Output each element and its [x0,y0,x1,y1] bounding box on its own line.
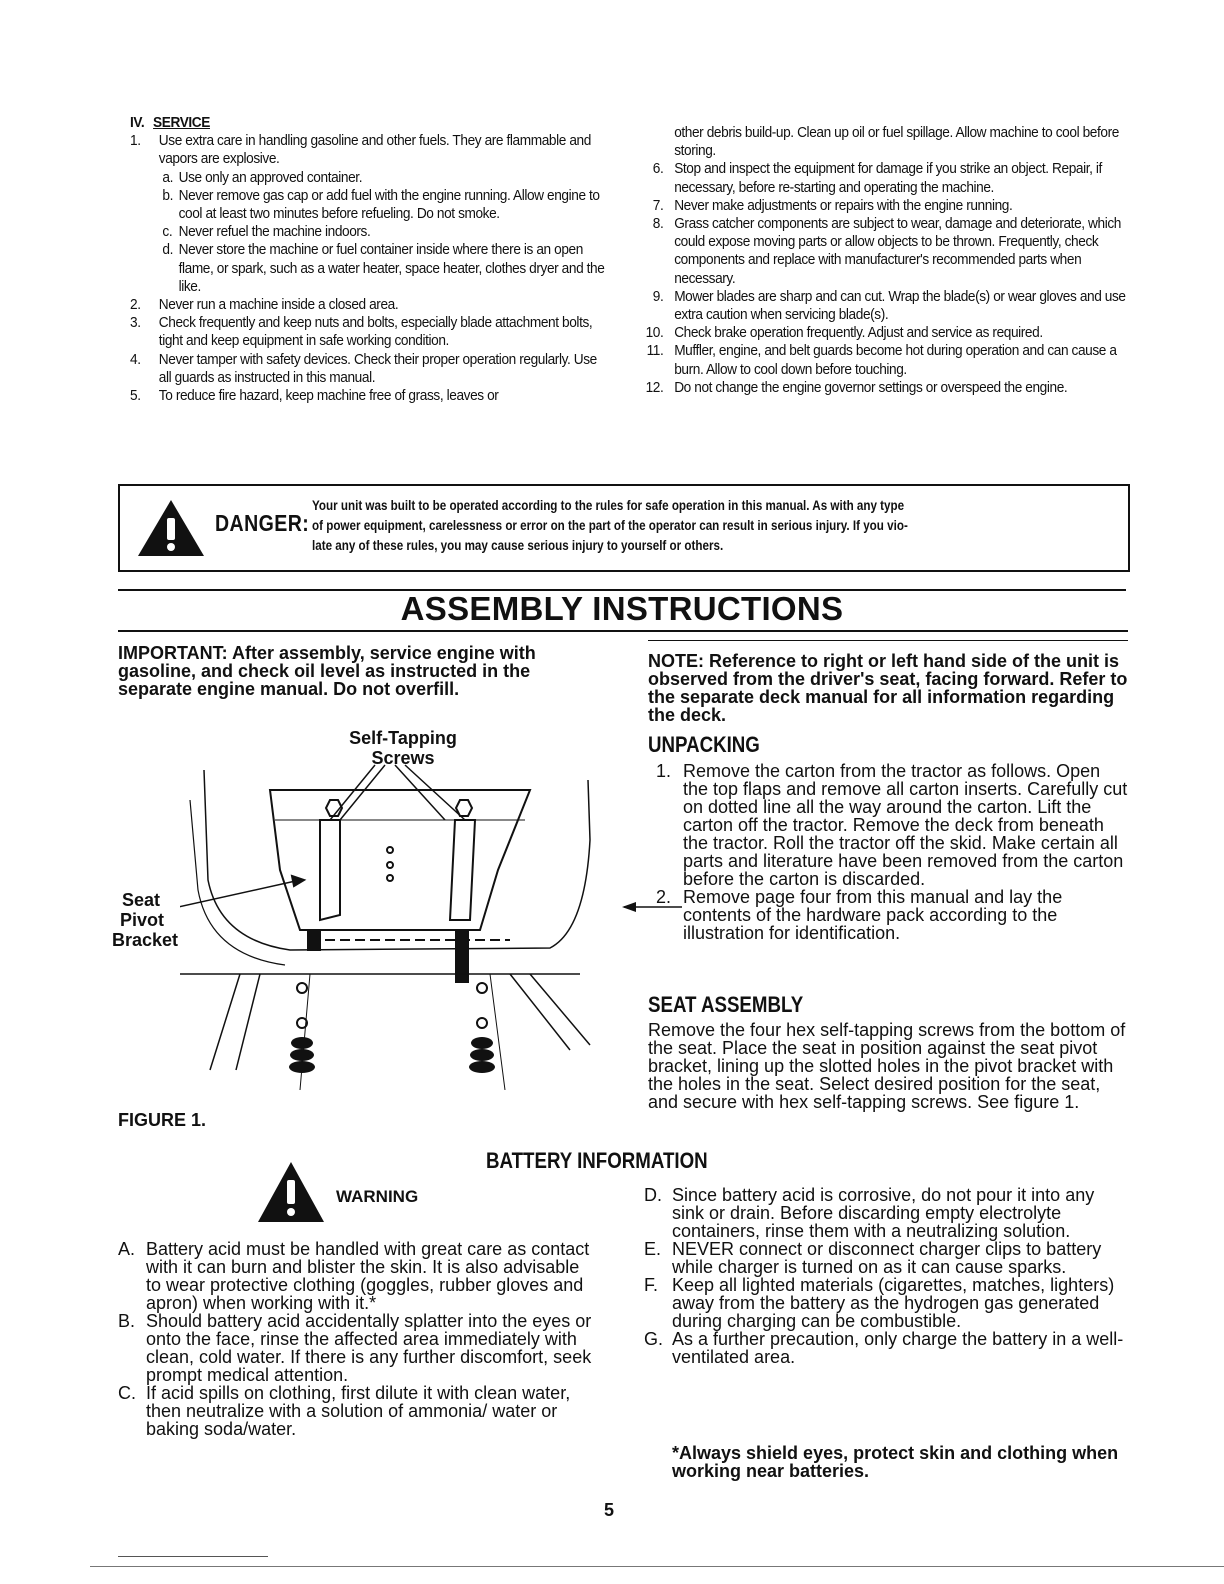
danger-line-3: late any of these rules, you may cause serious injury to yourself or others. [312,538,724,554]
battery-final-note: *Always shield eyes, protect skin and clothing when working near batteries. [672,1443,1119,1481]
service-left-item-text: Use only an approved container. [178,168,363,186]
battery-right-item-text: As a further precaution, only charge the battery in a well-ventilated area. [672,1329,1124,1367]
service-left-item [130,296,605,314]
figure-label-seat-pivot-bracket [112,890,182,950]
service-right-item [640,379,1131,397]
service-left-item [130,187,605,223]
service-left-item-text: Never tamper with safety devices. Check their proper operation regularly. Use all guards as instructed in this manual. [158,350,597,386]
battery-left-item-number: B. [118,1311,136,1331]
service-right-item [640,342,1131,378]
battery-left-list [118,1240,598,1438]
service-right-item [640,197,1131,215]
figure-label-screws-line-1: Self-Tapping [349,728,457,748]
seat-assembly-heading: SEAT ASSEMBLY [648,992,804,1017]
service-right-item-text: Stop and inspect the equipment for damage if you strike an object. Repair, if necessary, before re-starting and operating the machine. [674,160,1102,196]
danger-message [312,496,908,556]
battery-left-item-number: A. [118,1239,136,1259]
unpacking-item-text: Remove the carton from the tractor as follows. Open the top flaps and remove all carton inserts. Carefully cut on dotted line all the way around the carton. Lift the carton off the tractor. Remove the deck from beneath the tractor. Roll the tractor off the skid. Make certain all parts and literature have been removed from the carton before the carton is discarded. [683,761,1128,889]
important-note: IMPORTANT: After assembly, service engine with gasoline, and check oil level as instructed in the separate engine manual. Do not overfill. [118,643,536,699]
battery-warning-label: WARNING [336,1187,419,1206]
unpacking-item [648,762,1130,888]
unpacking-list [648,762,1130,942]
service-left-item-text: Never store the machine or fuel container inside where there is an open flame, or spark, such as a water heater, space heater, clothes dryer and the like. [178,241,605,295]
service-right-item-text: Mower blades are sharp and can cut. Wrap the blade(s) or wear gloves and use extra caution when servicing blade(s). [674,287,1126,324]
service-right-item-number: 7. [652,196,664,214]
footer-rule-short [118,1556,268,1557]
battery-right-item [644,1276,1130,1330]
battery-right-item-text: Since battery acid is corrosive, do not pour it into any sink or drain. Before discarding empty electrolyte containers, rinse them with a neutralizing solution. [672,1185,1095,1241]
footer-rule-long [90,1566,1224,1567]
battery-right-item [644,1186,1130,1240]
unpacking-item-number: 1. [656,761,672,781]
service-left-item [130,387,605,405]
service-right-column [640,124,1131,397]
seat-assembly-text: Remove the four hex self-tapping screws from the bottom of the seat. Place the seat in position against the seat pivot bracket, lining up the slotted holes in the pivot bracket with the holes in the seat. Select desired position for the seat, and secure with hex self-tapping screws. See figure 1. [648,1020,1126,1112]
battery-right-item-text: NEVER connect or disconnect charger clips to battery while charger is turned on as it can cause sparks. [672,1239,1102,1277]
unpacking-item-number: 2. [656,887,672,907]
service-left-item [130,351,605,387]
figure-label-screws-line-2: Screws [371,748,435,768]
danger-line-2: of power equipment, carelessness or error on the part of the operator can result in serious injury. If you vio- [312,518,908,534]
service-right-continuation: other debris build-up. Clean up oil or fuel spillage. Allow machine to cool before storing. [674,124,1119,160]
battery-warning-icon [256,1160,326,1229]
service-heading-title: SERVICE [153,114,210,131]
assembly-title: ASSEMBLY INSTRUCTIONS [400,590,844,627]
page-number: 5 [604,1500,615,1520]
service-right-item-number: 11. [646,342,664,360]
service-left-item-number: 1. [130,132,141,150]
danger-warning-icon [136,498,206,563]
service-left-item-text: Never run a machine inside a closed area. [158,296,399,314]
service-right-item-text: Muffler, engine, and belt guards become hot during operation and can cause a burn. Allow to cool down before touching. [674,342,1117,378]
service-left-item-text: To reduce fire hazard, keep machine free of grass, leaves or [158,387,499,405]
note-rule [648,640,1128,641]
unpacking-heading: UNPACKING [648,732,760,757]
service-left-item-number: b. [162,186,174,204]
service-right-item-text: Do not change the engine governor settings or overspeed the engine. [674,378,1068,396]
battery-left-item [118,1240,598,1312]
battery-right-list [644,1186,1130,1366]
battery-left-item-number: C. [118,1383,136,1403]
battery-right-item-text: Keep all lighted materials (cigarettes, matches, lighters) away from the battery as the hydrogen gas generated during charging can be combustible. [672,1275,1115,1331]
service-right-item-number: 6. [652,160,664,178]
battery-left-item [118,1312,598,1384]
figure-1-illustration [180,760,600,1095]
service-left-item-number: c. [162,223,173,241]
danger-label: DANGER: [215,510,310,536]
service-left-item [130,314,605,350]
service-left-item-number: 2. [130,296,141,314]
service-right-item-text: Check brake operation frequently. Adjust and service as required. [674,324,1043,342]
danger-line-1: Your unit was built to be operated according to the rules for safe operation in this manual. As with any type [312,498,905,514]
battery-left-item [118,1384,598,1438]
service-left-column [130,114,605,405]
service-heading-number: IV. [130,114,145,131]
service-left-item-number: a. [162,168,174,186]
battery-left-item-text: If acid spills on clothing, first dilute it with clean water, then neutralize with a solution of ammonia/ water or baking soda/water. [146,1383,571,1439]
service-right-item-number: 9. [652,287,664,305]
service-left-item-text: Use extra care in handling gasoline and other fuels. They are flammable and vapors are explosive. [158,132,591,168]
service-left-item-number: 3. [130,314,141,332]
service-right-list [640,160,1131,397]
battery-right-item-number: F. [644,1275,659,1295]
battery-right-item-number: D. [644,1185,662,1205]
battery-right-item-number: G. [644,1329,664,1349]
service-right-item-number: 8. [652,215,664,233]
service-left-item [130,241,605,296]
unpacking-item [648,888,1130,942]
service-left-item-number: 5. [130,387,141,405]
battery-left-item-text: Battery acid must be handled with great care as contact with it can burn and blister the skin. It is also advisable to wear protective clothing (goggles, rubber gloves and apron) when working with it.* [146,1239,590,1313]
service-left-item-number: d. [162,241,174,259]
battery-right-item-number: E. [644,1239,662,1259]
battery-right-item [644,1330,1130,1366]
service-right-item [640,324,1131,342]
service-right-item [640,288,1131,324]
service-left-item-text: Check frequently and keep nuts and bolts, especially blade attachment bolts, tight and keep equipment in safe working condition. [158,314,593,350]
figure-label-seat-line-2: Pivot [120,910,165,930]
service-right-item-text: Grass catcher components are subject to wear, damage and deteriorate, which could expose moving parts or allow objects to be thrown. Frequently, check components and replace with manufacturer's recommended parts when necessary. [674,215,1121,287]
service-left-list [130,132,605,405]
service-left-item-number: 4. [130,350,141,368]
service-left-item [130,223,605,241]
service-left-item-text: Never refuel the machine indoors. [178,223,371,241]
service-left-item-text: Never remove gas cap or add fuel with the engine running. Allow engine to cool at least two minutes before refueling. Do not smoke. [178,186,600,223]
figure-caption: FIGURE 1. [118,1110,207,1130]
battery-right-item [644,1240,1130,1276]
service-right-item-text: Never make adjustments or repairs with the engine running. [674,196,1013,214]
title-rule-bottom [118,630,1128,632]
service-left-item [130,169,605,187]
service-heading [130,114,605,132]
figure-label-seat-line-1: Seat [122,890,161,910]
battery-left-item-text: Should battery acid accidentally splatter into the eyes or onto the face, rinse the affected area immediately with clean, cold water. If there is any further discomfort, seek prompt medical attention. [146,1311,592,1385]
figure-label-screws [338,728,468,768]
orientation-note: NOTE: Reference to right or left hand side of the unit is observed from the driver's seat, facing forward. Refer to the separate deck manual for all information regarding the deck. [648,651,1128,725]
battery-heading: BATTERY INFORMATION [486,1148,708,1173]
service-right-item-number: 10. [645,324,664,342]
service-left-item [130,132,605,168]
service-right-item [640,160,1131,196]
service-right-item-number: 12. [645,378,664,396]
service-right-item [640,215,1131,288]
figure-label-seat-line-3: Bracket [112,930,179,950]
unpacking-item-text: Remove page four from this manual and lay the contents of the hardware pack according to the illustration for identification. [683,887,1063,943]
